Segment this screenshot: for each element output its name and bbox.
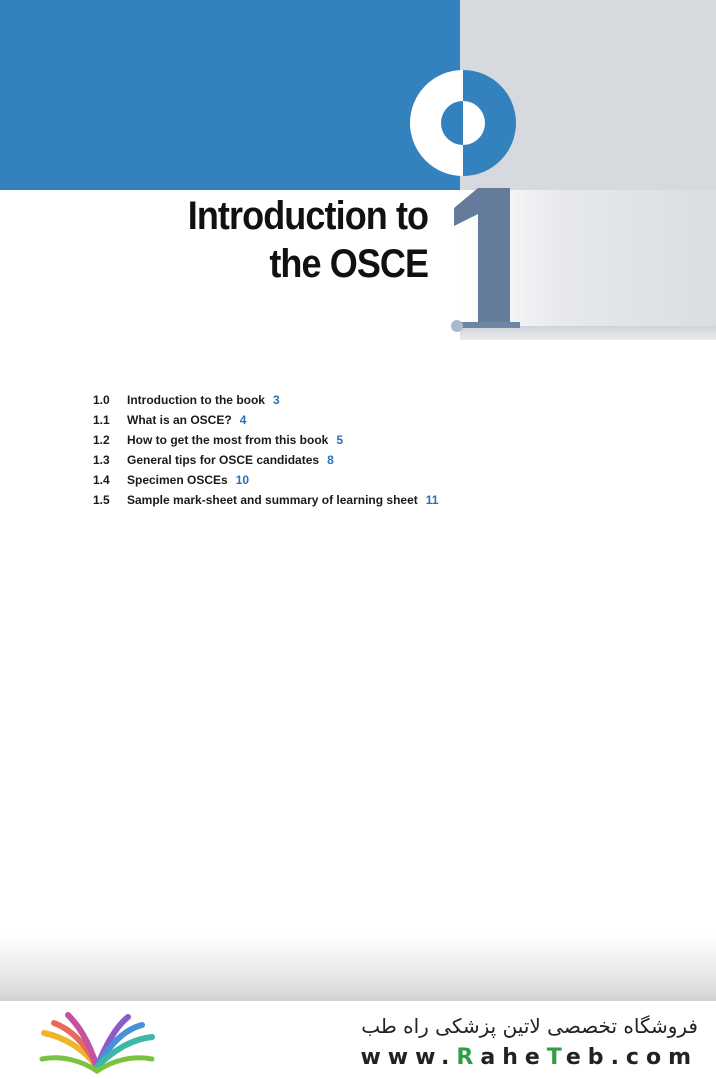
website-prefix: www. — [360, 1045, 457, 1070]
toc-item-title: Sample mark-sheet and summary of learning sheet — [127, 493, 418, 507]
chapter-title-line-2: the OSCE — [269, 242, 428, 286]
toc-item-number: 1.3 — [93, 453, 110, 467]
toc-item-number: 1.4 — [93, 473, 110, 487]
toc-item-number: 1.1 — [93, 413, 110, 427]
website-end: eb — [565, 1045, 611, 1070]
toc-item-page: 3 — [272, 393, 280, 407]
table-of-contents — [93, 390, 438, 510]
chapter-title-line-1: Introduction to — [187, 194, 428, 238]
toc-item-page: 5 — [336, 433, 344, 447]
toc-item — [93, 410, 438, 430]
website-suffix: .com — [610, 1045, 698, 1070]
shop-name: فروشگاه تخصصی لاتین پزشکی راه طب — [361, 1014, 698, 1038]
website-link[interactable] — [360, 1045, 698, 1071]
toc-item-number: 1.2 — [93, 433, 110, 447]
chapter-number-glyph — [454, 188, 520, 328]
toc-item-page: 10 — [235, 473, 250, 487]
toc-item-title: Specimen OSCEs — [127, 473, 228, 487]
toc-item-title: Introduction to the book — [127, 393, 265, 407]
toc-item-title: General tips for OSCE candidates — [127, 453, 320, 467]
toc-item-page: 11 — [425, 493, 439, 507]
toc-item-number: 1.5 — [93, 493, 110, 507]
header-blue-band — [0, 0, 460, 190]
toc-item-number: 1.0 — [93, 393, 110, 407]
toc-item-title: What is an OSCE? — [127, 413, 232, 427]
chapter-ornament-icon — [410, 70, 516, 176]
toc-item-title: How to get the most from this book — [127, 433, 329, 447]
open-book-logo-icon — [38, 1011, 156, 1075]
toc-item — [93, 390, 438, 410]
toc-item — [93, 430, 438, 450]
toc-item — [93, 450, 438, 470]
toc-item — [93, 490, 438, 510]
chapter-title — [188, 192, 428, 288]
toc-item-page: 4 — [239, 413, 247, 427]
toc-item — [93, 470, 438, 490]
footer-shadow — [0, 935, 716, 1001]
website-accent-t: T — [546, 1045, 566, 1070]
chapter-dot-icon — [451, 320, 463, 332]
footer-banner — [0, 1001, 716, 1079]
website-middle: ahe — [480, 1045, 547, 1070]
website-accent-r: R — [456, 1045, 481, 1070]
toc-item-page: 8 — [327, 453, 334, 467]
